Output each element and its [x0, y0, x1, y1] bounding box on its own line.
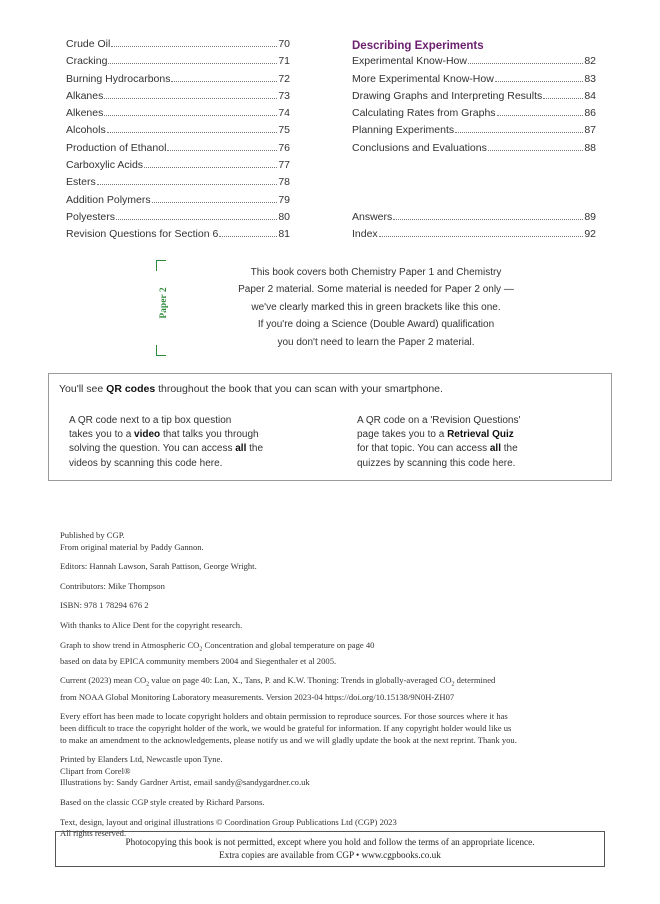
- toc-leader: [104, 98, 277, 99]
- paper2-note: [156, 260, 576, 356]
- toc-entry[interactable]: Alcohols 75: [66, 124, 290, 137]
- toc-entry[interactable]: Planning Experiments 87: [352, 124, 596, 137]
- qr-quiz-info: A QR code on a 'Revision Questions' page takes you to a Retrieval Quiz for that topic. You can access all the quizzes by scanning this code here.: [357, 415, 521, 469]
- qr-video-info: A QR code next to a tip box question takes you to a video that talks you through solving the question. You can access all the videos by scanning this code here.: [69, 415, 264, 469]
- paper2-label: Paper 2: [159, 287, 169, 319]
- qr-intro: You'll see QR codes throughout the book that you can scan with your smartphone.: [59, 383, 443, 395]
- toc-leader: [111, 46, 277, 47]
- toc-leader: [219, 236, 277, 237]
- spacer: [352, 194, 596, 211]
- toc-leader: [495, 81, 584, 82]
- toc-entry-index[interactable]: Index 92: [352, 228, 596, 241]
- toc-entry[interactable]: More Experimental Know-How 83: [352, 72, 596, 85]
- toc-leader: [393, 219, 583, 220]
- toc-leader: [152, 202, 278, 203]
- toc-entry[interactable]: Crude Oil 70: [66, 38, 290, 50]
- toc-leader: [107, 132, 278, 133]
- toc-entry[interactable]: Production of Ethanol 76: [66, 141, 290, 154]
- toc-leader: [104, 115, 277, 116]
- toc-entry[interactable]: Esters 78: [66, 176, 290, 189]
- spacer: [352, 176, 596, 193]
- contents-right-column: [352, 38, 596, 246]
- toc-entry[interactable]: Experimental Know-How 82: [352, 55, 596, 68]
- toc-entry[interactable]: Alkanes 73: [66, 89, 290, 102]
- imprint-credits: Published by CGP. From original material by Paddy Gannon. Editors: Hannah Lawson, Sarah Pattison, George Wright. Contributors: Mike Thompson ISBN: 978 1 78294 676 2 With thanks to Alice Dent for the copyright research. Graph to show trend in Atmospheric $CO_2$ Concentration and global temperature on page 40 based on data by EPICA community members 2004 and Siegenthaler et al 2005. Current (2023) mean $CO_2$ value on page 40: Lan, X., Tans, P. and K.W. Thoning: Trends in globally-averaged $CO_2$ determined from NOAA Global Monitoring Laboratory measurements. Version 2023-04 https://doi.org/10.15138/9N0H-ZH07 Every effort has been made to locate copyright holders and obtain permission to reproduce sources. For those sources where it has been difficult to trace the copyright holder of the work, we would be grateful for information. If any copyright holder would like us to make an amendment to the acknowledgements, please notify us and we will gladly update the book at the next reprint. Thank you. Printed by Elanders Ltd, Newcastle upon Tyne. Clipart from Corel® Illustrations by: Sandy Gardner Artist, email sandy@sandygardner.co.uk Based on the classic CGP style created by Richard Parsons. Text, design, layout and original illustrations © Coordination Group Publications Ltd (CGP) 2023 All rights reserved.: [60, 530, 517, 839]
- toc-leader: [97, 184, 278, 185]
- green-bracket-top: [156, 260, 166, 271]
- toc-leader: [116, 219, 277, 220]
- toc-entry-answers[interactable]: Answers 89: [352, 210, 596, 223]
- toc-leader: [488, 150, 583, 151]
- spacer: [352, 159, 596, 176]
- toc-leader: [379, 236, 584, 237]
- section-heading: Describing Experiments: [352, 40, 484, 52]
- toc-entry[interactable]: Calculating Rates from Graphs 86: [352, 107, 596, 120]
- toc-leader: [497, 115, 584, 116]
- toc-leader: [543, 98, 583, 99]
- toc-entry[interactable]: Conclusions and Evaluations 88: [352, 141, 596, 154]
- toc-entry[interactable]: Cracking 71: [66, 55, 290, 68]
- photocopy-notice: Photocopying this book is not permitted, except where you hold and follow the terms of an appropriate licence. Extra copies are available from CGP • www.cgpbooks.co.uk: [55, 831, 605, 867]
- toc-entry[interactable]: Alkenes 74: [66, 107, 290, 120]
- green-bracket-bottom: [156, 345, 166, 356]
- toc-entry[interactable]: Carboxylic Acids 77: [66, 159, 290, 172]
- toc-entry[interactable]: Burning Hydrocarbons 72: [66, 72, 290, 85]
- contents-left-column: [66, 38, 290, 246]
- toc-entry[interactable]: Drawing Graphs and Interpreting Results 84: [352, 89, 596, 102]
- paper2-text: This book covers both Chemistry Paper 1 and Chemistry Paper 2 material. Some material is needed for Paper 2 only — we've clearly marked this in green brackets like this one. If you're doing a Science (Double Award) qualification you don't need to learn the Paper 2 material.: [238, 267, 514, 348]
- toc-entry[interactable]: Polyesters 80: [66, 210, 290, 223]
- toc-leader: [455, 132, 583, 133]
- toc-leader: [167, 150, 277, 151]
- toc-leader: [108, 63, 277, 64]
- toc-leader: [144, 167, 277, 168]
- toc-leader: [171, 81, 277, 82]
- toc-entry[interactable]: Revision Questions for Section 6 81: [66, 228, 290, 241]
- qr-info-box: [48, 373, 612, 481]
- toc-entry[interactable]: Addition Polymers 79: [66, 193, 290, 206]
- toc-leader: [468, 63, 583, 64]
